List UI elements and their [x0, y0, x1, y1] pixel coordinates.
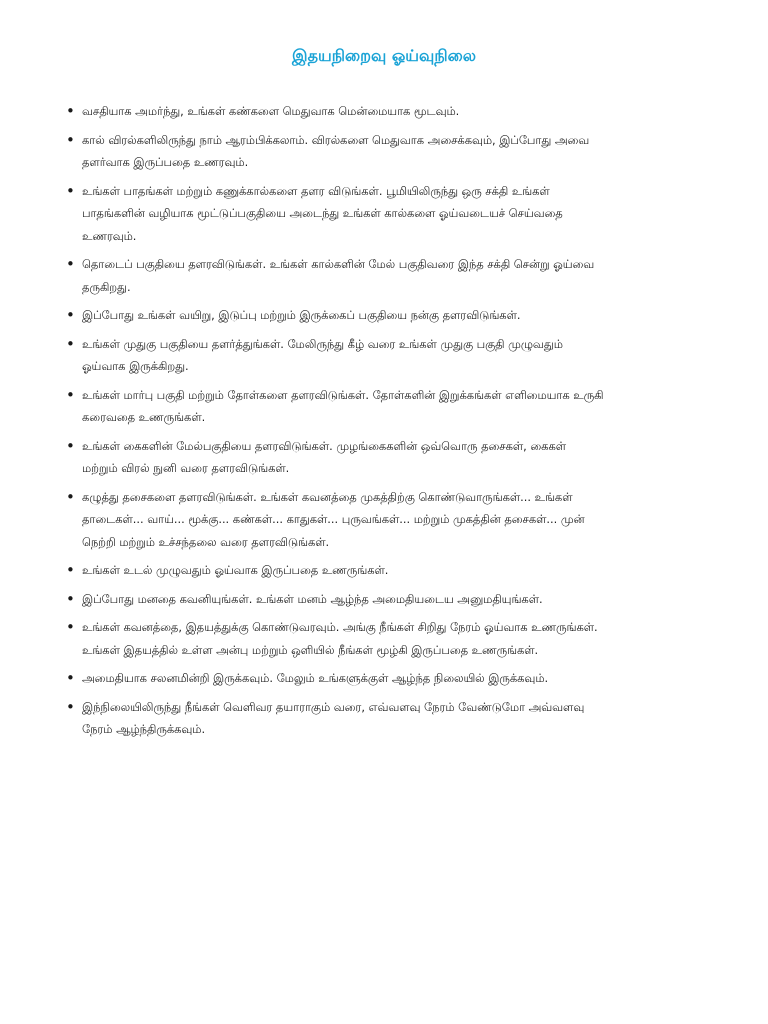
list-item [66, 486, 756, 554]
list-item [66, 696, 756, 741]
relaxation-steps-list [66, 100, 756, 747]
bullet-icon: • [66, 130, 75, 149]
bullet-icon: • [66, 618, 75, 636]
list-item [66, 384, 756, 429]
list-item-line: வசதியாக அமர்ந்து, உங்கள் கண்களை மெதுவாக மென்மையாக மூடவும். [82, 104, 460, 118]
list-item-line: உங்கள் மார்பு பகுதி மற்றும் தோள்களை தளரவிடுங்கள். தோள்களின் இறுக்கங்கள் எளிமையாக உருகி [82, 387, 604, 402]
list-item-line: பாதங்களின் வழியாக மூட்டுப்பகுதியை அடைந்து உங்கள் கால்களை ஓய்வடையச் செய்வதை [82, 206, 563, 220]
list-item-line: உங்கள் உடல் முழுவதும் ஓய்வாக இருப்பதை உணருங்கள். [82, 563, 389, 577]
list-item-line: அமைதியாக சலனமின்றி இருக்கவும். மேலும் உங்களுக்குள் ஆழ்ந்த நிலையில் இருக்கவும். [82, 671, 549, 685]
list-item [66, 253, 756, 298]
list-item-line: கழுத்து தசைகளை தளரவிடுங்கள். உங்கள் கவனத்தை முகத்திற்கு கொண்டுவாருங்கள்... உங்கள் [82, 489, 573, 504]
document-title: இதயநிறைவு ஓய்வுநிலை [292, 46, 476, 65]
bullet-icon: • [66, 487, 75, 506]
bullet-icon: • [66, 697, 75, 716]
list-item-line: தாடைகள்... வாய்... மூக்கு... கண்கள்... காதுகள்... புருவங்கள்... மற்றும் முகத்தின் தசைகள்... முன் [82, 512, 585, 526]
list-item [66, 616, 756, 661]
list-item-line: உங்கள் பாதங்கள் மற்றும் கணுக்கால்களை தளர விடுங்கள். பூமியிலிருந்து ஒரு சக்தி உங்கள் [82, 183, 550, 198]
list-item [66, 435, 756, 480]
list-item-line: தளர்வாக இருப்பதை உணரவும். [82, 155, 249, 169]
list-item-line: நேரம் ஆழ்ந்திருக்கவும். [82, 722, 206, 736]
bullet-icon: • [66, 385, 75, 404]
bullet-icon: • [66, 306, 75, 324]
bullet-icon: • [66, 669, 75, 687]
list-item-line: ஓய்வாக இருக்கிறது. [82, 359, 189, 373]
list-item [66, 304, 756, 327]
list-item-line: உங்கள் கவனத்தை, இதயத்துக்கு கொண்டுவரவும். அங்கு நீங்கள் சிறிது நேரம் ஓய்வாக உணருங்கள். [82, 620, 598, 634]
list-item-line: தொடைப் பகுதியை தளரவிடுங்கள். உங்கள் கால்களின் மேல் பகுதிவரை இந்த சக்தி சென்று ஓய்வை [82, 257, 595, 271]
list-item [66, 667, 756, 690]
list-item-line: இப்போது மனதை கவனியுங்கள். உங்கள் மனம் ஆழ்ந்த அமைதியடைய அனுமதியுங்கள். [82, 591, 543, 606]
list-item [66, 129, 756, 174]
list-item [66, 588, 756, 611]
bullet-icon: • [66, 436, 75, 455]
bullet-icon: • [66, 255, 75, 273]
list-item [66, 180, 756, 248]
list-item-line: மற்றும் விரல் நுனி வரை தளரவிடுங்கள். [82, 461, 290, 475]
bullet-icon: • [66, 561, 75, 579]
list-item-line: இப்போது உங்கள் வயிறு, இடுப்பு மற்றும் இருக்கைப் பகுதியை நன்கு தளரவிடுங்கள். [82, 308, 521, 322]
bullet-icon: • [66, 589, 75, 608]
list-item-line: உங்கள் முதுகு பகுதியை தளர்த்துங்கள். மேலிருந்து கீழ் வரை உங்கள் முதுகு பகுதி முழுவதும் [82, 336, 563, 351]
list-item-line: கரைவதை உணருங்கள். [82, 410, 206, 424]
list-item-line: உணரவும். [82, 228, 137, 243]
bullet-icon: • [66, 181, 75, 200]
list-item-line: இந்நிலையிலிருந்து நீங்கள் வெளிவர தயாராகும் வரை, எவ்வளவு நேரம் வேண்டுமோ அவ்வளவு [82, 699, 585, 714]
list-item [66, 333, 756, 378]
list-item-line: கால் விரல்களிலிருந்து நாம் ஆரம்பிக்கலாம். விரல்களை மெதுவாக அசைக்கவும், இப்போது அவை [82, 132, 590, 147]
list-item-line: தருகிறது. [82, 279, 131, 294]
list-item [66, 100, 756, 123]
bullet-icon: • [66, 334, 75, 353]
bullet-icon: • [66, 102, 75, 120]
list-item-line: உங்கள் இதயத்தில் உள்ள அன்பு மற்றும் ஒளியில் நீங்கள் மூழ்கி இருப்பதை உணருங்கள். [82, 642, 539, 657]
list-item-line: நெற்றி மற்றும் உச்சந்தலை வரை தளரவிடுங்கள். [82, 534, 330, 549]
list-item [66, 559, 756, 582]
list-item-line: உங்கள் கைகளின் மேல்பகுதியை தளரவிடுங்கள். முழங்கைகளின் ஒவ்வொரு தசைகள், கைகள் [82, 438, 567, 453]
